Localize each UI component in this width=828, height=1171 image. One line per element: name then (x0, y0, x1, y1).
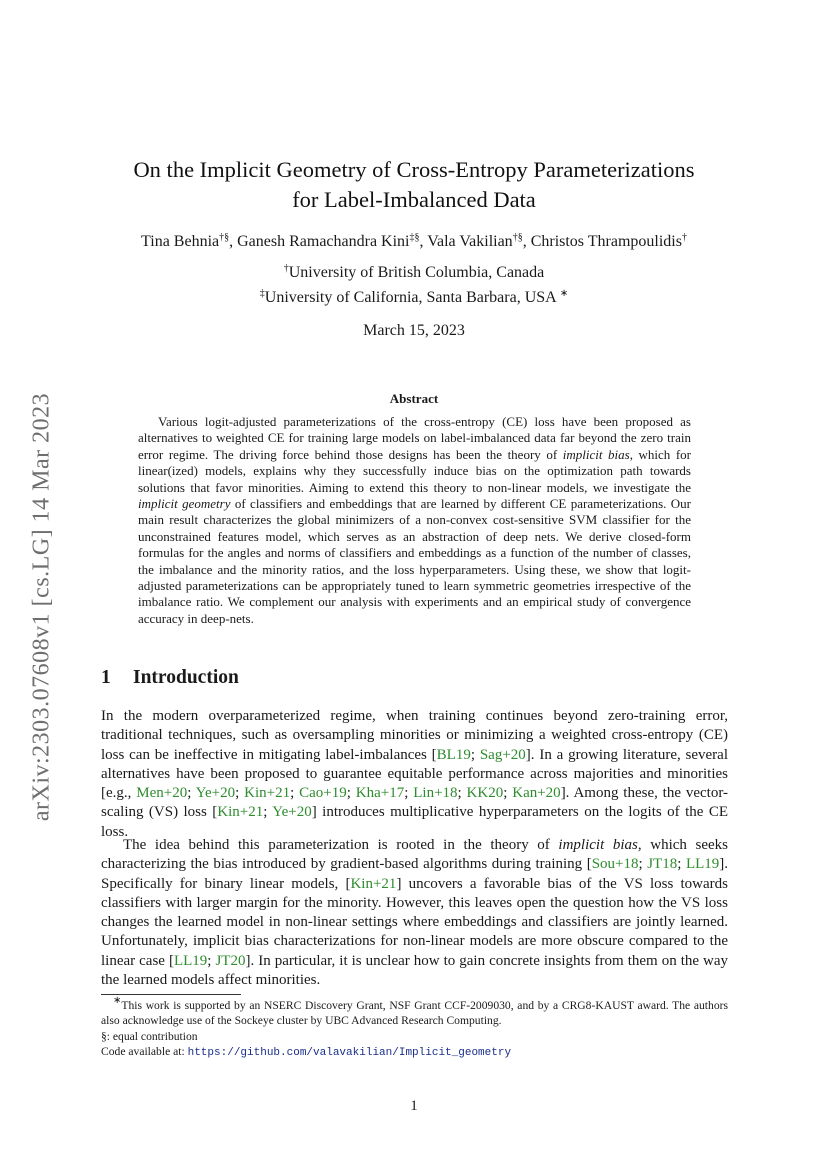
text-segment: ]. Specifically for binary linear models, [ (101, 856, 729, 892)
affiliation-name: University of California, Santa Barbara, USA (264, 289, 556, 306)
citation-link[interactable]: LL19 (173, 952, 208, 969)
abstract-segment: Various logit-adjusted parameterizations of the cross-entropy (CE) loss have been proposed as alternatives to weighted CE for training large models on label-imbalanced data far beyond the zero train error regime. The driving force behind those designs has been the theory of (138, 414, 691, 462)
footnote-text: This work is supported by an NSERC Discovery Grant, NSF Grant CCF-2009030, and by a CRG8-KAUST award. The authors also acknowledge use of the Sockeye cluster by UBC Advanced Research Computing. (101, 999, 728, 1028)
code-url-link[interactable]: https://github.com/valavakilian/Implicit_geometry (187, 1047, 512, 1060)
text-segment: ]. In a growing literature, several alternatives have been proposed to guarantee equitable performance across majorities and minorities [e.g., (101, 746, 729, 802)
equal-contribution-note: §: equal contribution (101, 1029, 198, 1043)
text-segment: ; (470, 746, 480, 763)
affiliation-name: University of British Columbia, Canada (288, 264, 545, 281)
page-number: 1 (410, 1098, 418, 1114)
text-segment: In the modern overparameterized regime, when training continues beyond zero-training error, traditional techniques, such as oversampling minorities or minimizing a weighted cross-entropy (CE) loss can be ineffective in mitigating label-imbalances [ (101, 708, 728, 763)
author-affiliation-marks: †§ (512, 232, 523, 243)
citation-link[interactable]: LL19 (685, 856, 720, 873)
section-heading (101, 667, 239, 689)
intro-paragraph-1: In the modern overparameterized regime, when training continues beyond zero-training error, traditional techniques, such as oversampling minorities or minimizing a weighted cross-entropy (CE) loss can be ineffective in mitigating label-imbalances [BL19; Sag+20]. In a growing literature, several alternatives have been proposed to guarantee equitable performance across majorities and minorities [e.g., Men+20; Ye+20; Kin+21; Cao+19; Kha+17; Lin+18; KK20; Kan+20]. Among these, the vector-scaling (VS) loss [Kin+21; Ye+20] introduces multiplicative hyperparameters on the logits of the CE loss. (101, 708, 729, 840)
author-name: Vala Vakilian (427, 233, 513, 250)
citation-link[interactable]: Kin+21 (217, 804, 264, 821)
code-availability-note (101, 1044, 728, 1061)
affiliation-mark: ‡ (259, 288, 265, 299)
author-name: Ganesh Ramachandra Kini (237, 233, 410, 250)
citation-link[interactable]: Lin+18 (413, 785, 458, 802)
text-segment: ] uncovers a favorable bias of the VS loss towards classifiers with larger margin for the minority. However, this leaves open the question how the VS loss changes the learned model in non-linear settings where embeddings and classifiers are jointly learned. Unfortunately, implicit bias characterizations for non-linear models are more obscure compared to the linear case [ (101, 875, 729, 969)
abstract-text (138, 414, 691, 627)
abstract-emphasis: implicit bias (562, 446, 630, 462)
section-number: 1 (101, 667, 111, 688)
text-emphasis: implicit bias (558, 837, 638, 853)
section-title: Introduction (133, 667, 239, 688)
text-segment: ]. In particular, it is unclear how to gain concrete insights from them on the way the learned models affect minorities. (101, 952, 729, 989)
citation-link[interactable]: Sou+18 (591, 856, 639, 873)
title-line-1: On the Implicit Geometry of Cross-Entropy Parameterizations (133, 157, 695, 182)
citation-link[interactable]: Cao+19 (299, 785, 347, 802)
footnote-mark: ∗ (559, 288, 569, 299)
arxiv-sidebar-stamp (22, 360, 62, 855)
citation-link[interactable]: JT18 (647, 856, 678, 873)
author-name: Tina Behnia (141, 233, 220, 250)
abstract-segment: , which for linear(ized) models, explains why they successfully induce bias on the optimization path towards solutions that favor minorities. Aiming to extend this theory to non-linear models, we investigate the (138, 446, 691, 495)
affiliation-ubc (100, 264, 728, 282)
arxiv-identifier: arXiv:2303.07608v1 [cs.LG] 14 Mar 2023 (28, 392, 55, 822)
citation-link[interactable]: Kha+17 (355, 785, 405, 802)
text-segment: , which seeks characterizing the bias introduced by gradient-based algorithms during training [ (101, 837, 728, 873)
author-name: Christos Thrampoulidis (530, 233, 682, 250)
paper-title (100, 155, 728, 215)
citation-link[interactable]: Ye+20 (195, 785, 236, 802)
citation-link[interactable]: BL19 (436, 746, 471, 763)
code-label: Code available at: (101, 1045, 188, 1059)
text-segment: ] introduces multiplicative hyperparameters on the logits of the CE loss. (101, 804, 728, 840)
citation-link[interactable]: Kin+21 (244, 785, 291, 802)
author-list: Tina Behnia†§, Ganesh Ramachandra Kini‡§, Vala Vakilian†§, Christos Thrampoulidis† (141, 232, 687, 250)
affiliation-ucsb (100, 289, 728, 307)
footnote-block (101, 995, 728, 1062)
publication-date: March 15, 2023 (363, 322, 465, 339)
abstract-heading: Abstract (389, 391, 439, 406)
citation-link[interactable]: Sag+20 (479, 746, 526, 763)
citation-link[interactable]: Men+20 (136, 785, 188, 802)
footnote-divider (101, 994, 241, 995)
citation-link[interactable]: Ye+20 (272, 804, 312, 821)
title-line-2: for Label-Imbalanced Data (292, 187, 536, 212)
abstract-emphasis: implicit geometry (138, 496, 231, 512)
author-affiliation-marks: ‡§ (409, 232, 420, 243)
citation-link[interactable]: JT20 (215, 952, 246, 969)
citation-link[interactable]: Kan+20 (512, 785, 561, 802)
author-affiliation-marks: † (681, 232, 687, 243)
abstract-segment: of classifiers and embeddings that are learned by different CE parameterizations. Our main result characterizes the global minimizers of a non-convex cost-sensitive SVM classifier for the unconstrained features model, which serves as an abstraction of deep nets. We derive closed-form formulas for the angles and norms of classifiers and embeddings as a function of the number of classes, the imbalance and the minority ratios, and the loss hyperparameters. Using these, we show that logit-adjusted parameterizations can be appropriately tuned to learn symmetric geometries irrespective of the imbalance ratio. We complement our analysis with experiments and an empirical study of convergence accuracy in deep-nets. (138, 496, 691, 626)
intro-paragraph-2: The idea behind this parameterization is rooted in the theory of implicit bias, which seeks characterizing the bias introduced by gradient-based algorithms during training [Sou+18; JT18; LL19]. Specifically for binary linear models, [Kin+21] uncovers a favorable bias of the VS loss towards classifiers with larger margin for the minority. However, this leaves open the question how the VS loss changes the learned model in non-linear settings where embeddings and classifiers are jointly learned. Unfortunately, implicit bias characterizations for non-linear models are more obscure compared to the linear case [LL19; JT20]. In particular, it is unclear how to gain concrete insights from them on the way the learned models affect minorities. (101, 837, 729, 989)
author-affiliation-marks: †§ (219, 232, 230, 243)
citation-link[interactable]: Kin+21 (350, 875, 397, 892)
funding-footnote (101, 995, 728, 1029)
text-segment: The idea behind this parameterization is rooted in the theory of (123, 837, 559, 853)
text-segment: ]. Among these, the vector-scaling (VS) loss [ (101, 785, 729, 821)
citation-link[interactable]: KK20 (466, 785, 504, 802)
affiliation-mark: † (283, 263, 289, 274)
footnote-mark: ∗ (113, 995, 122, 1006)
